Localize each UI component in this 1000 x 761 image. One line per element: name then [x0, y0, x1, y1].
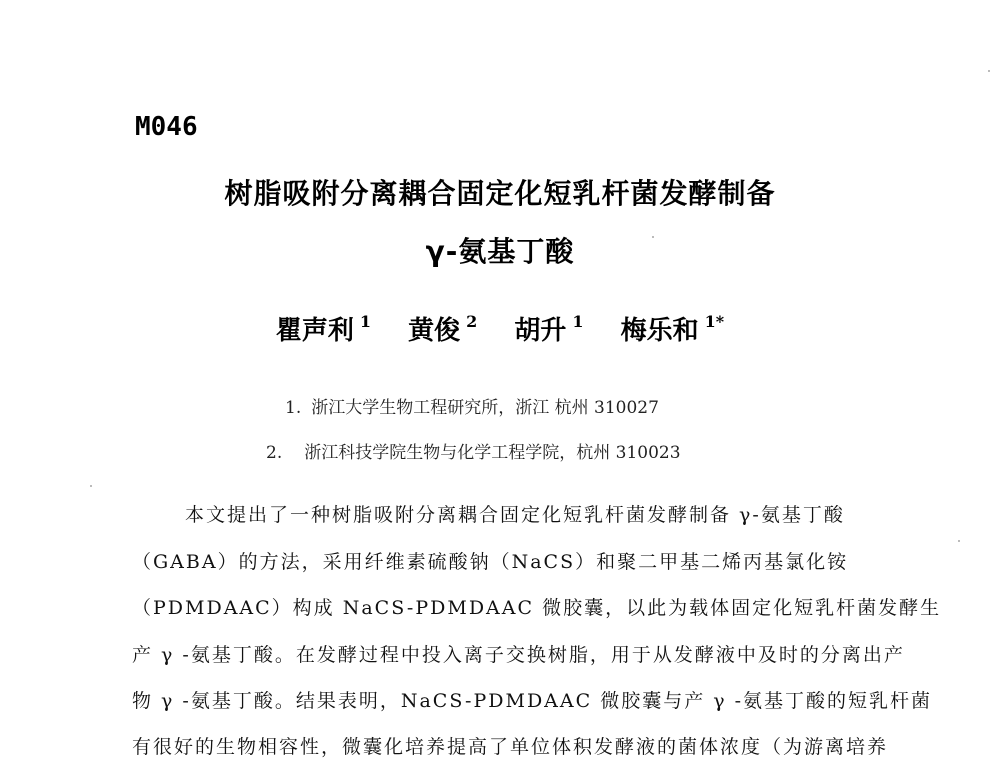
abstract-line: 本文提出了一种树脂吸附分离耦合固定化短乳杆菌发酵制备 γ-氨基丁酸 [185, 504, 845, 526]
author-name: 瞿声利 [275, 316, 354, 346]
author-2 [408, 310, 477, 347]
abstract-line: 物 γ -氨基丁酸。结果表明，NaCS-PDMDAAC 微胶囊与产 γ -氨基丁酸的短乳杆菌 [132, 690, 933, 712]
author-3 [514, 310, 583, 347]
title-line-1: 树脂吸附分离耦合固定化短乳杆菌发酵制备 [224, 177, 776, 210]
author-name: 梅乐和 [620, 316, 699, 346]
author-list [0, 310, 1000, 347]
scan-speck [652, 236, 654, 238]
affiliation-text: 浙江科技学院生物与化学工程学院，杭州 310023 [304, 443, 681, 463]
affiliation-2 [266, 438, 681, 463]
author-name: 黄俊 [408, 316, 461, 346]
author-4 [621, 310, 725, 347]
abstract-line: 产 γ -氨基丁酸。在发酵过程中投入离子交换树脂，用于从发酵液中及时的分离出产 [132, 644, 905, 666]
scan-speck [90, 485, 92, 487]
affiliation-number: 1. [285, 398, 302, 418]
abstract-line: （PDMDAAC）构成 NaCS-PDMDAAC 微胶囊，以此为载体固定化短乳杆菌发酵生 [132, 597, 942, 619]
scan-speck [988, 70, 990, 72]
author-affiliation-mark: 1* [704, 312, 725, 331]
affiliation-number: 2. [266, 443, 283, 463]
scan-speck [958, 540, 960, 542]
author-name: 胡升 [514, 316, 567, 346]
author-affiliation-mark: 2 [466, 312, 478, 331]
author-affiliation-mark: 1 [359, 312, 372, 331]
abstract-line: 有很好的生物相容性，微囊化培养提高了单位体积发酵液的菌体浓度（为游离培养 [132, 736, 889, 758]
author-1 [276, 310, 371, 347]
title-line-2: γ-氨基丁酸 [425, 235, 575, 268]
abstract-line: （GABA）的方法，采用纤维素硫酸钠（NaCS）和聚二甲基二烯丙基氯化铵 [132, 551, 849, 573]
affiliation-text: 浙江大学生物工程研究所，浙江 杭州 310027 [311, 398, 659, 418]
abstract-code: M046 [135, 112, 198, 142]
affiliation-1 [285, 393, 659, 418]
author-affiliation-mark: 1 [572, 312, 584, 331]
